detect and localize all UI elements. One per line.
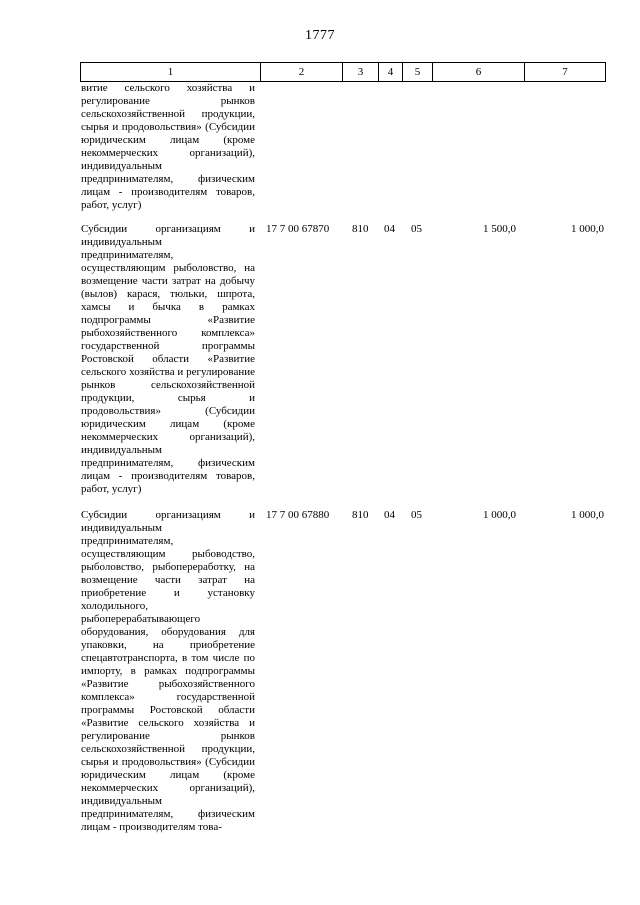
row-2-description: Субсидии организациям и индивидуальным предпринимателям, осуществляющим рыболовство, на возмещение части затрат на добычу (вылов) карася, тюльки, шпрота, хамсы и бычка в рамках подпрограммы «Развитие рыбохозяйственного комплекса» государственной программы Ростовской области «Развитие сельского хозяйства и регулирование рынков сельскохозяйственной продукции, сырья и продовольствия» (Субсидии юридическим лицам (кроме некоммерческих организаций), индивидуальным предпринимателям, физическим лицам - производителям товаров, работ, услуг) (81, 223, 255, 495)
column-header-3: 3 (342, 63, 378, 81)
table-header (80, 62, 606, 82)
row-2-rz: 04 (384, 223, 395, 235)
column-header-1: 1 (80, 63, 260, 81)
column-header-5: 5 (402, 63, 432, 81)
row-3-code: 17 7 00 67880 (266, 509, 330, 521)
row-2-pr: 05 (411, 223, 422, 235)
column-header-2: 2 (260, 63, 342, 81)
row-2-code: 17 7 00 67870 (266, 223, 330, 235)
row-2-vr: 810 (352, 223, 369, 235)
row-3-values (0, 509, 640, 522)
row-2-sum2: 1 000,0 (571, 223, 604, 235)
column-header-6: 6 (432, 63, 524, 81)
row-3-pr: 05 (411, 509, 422, 521)
row-2-sum1: 1 500,0 (483, 223, 516, 235)
row-3-vr: 810 (352, 509, 369, 521)
row-3-description: Субсидии организациям и индивидуальным предпринимателям, осуществляющим рыбоводство, рыболовство, рыбопереработку, на возмещение части затрат на приобретение и установку холодильного, рыбоперерабатывающего оборудования, оборудования для упаковки, на приобретение спецавтотранспорта, в том числе по импорту, в рамках подпрограммы «Развитие рыбохозяйственного комплекса» государственной программы Ростовской области «Развитие сельского хозяйства и регулирование рынков сельскохозяйственной продукции, сырья и продовольствия» (Субсидии юридическим лицам (кроме некоммерческих организаций), индивидуальным предпринимателям, физическим лицам - производителям това- (81, 509, 255, 833)
column-header-7: 7 (524, 63, 606, 81)
row-3-rz: 04 (384, 509, 395, 521)
column-header-4: 4 (378, 63, 402, 81)
row-1-description: витие сельского хозяйства и регулирование рынков сельскохозяйственной продукции, сырья и продовольствия» (Субсидии юридическим лицам (кроме некоммерческих организаций), индивидуальным предпринимателям, физическим лицам - производителям товаров, работ, услуг) (81, 82, 255, 211)
row-3-sum1: 1 000,0 (483, 509, 516, 521)
row-2-values (0, 223, 640, 236)
page-number: 1777 (305, 28, 335, 43)
row-3-sum2: 1 000,0 (571, 509, 604, 521)
